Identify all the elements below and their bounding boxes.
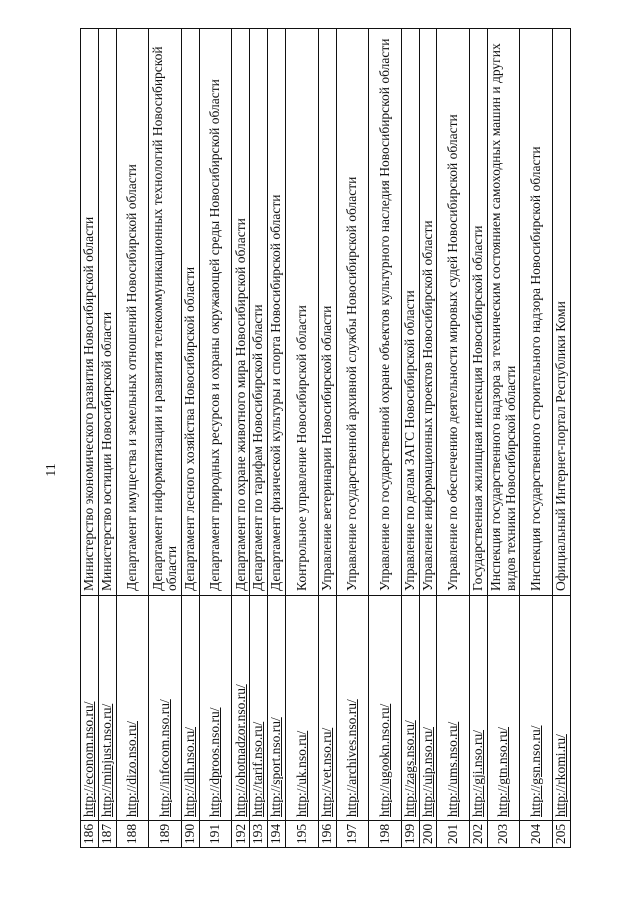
url-link[interactable]: http://dlh.nso.ru/ — [182, 726, 198, 817]
agency-name: Департамент лесного хозяйства Новосибирской области — [181, 29, 199, 596]
table-row — [116, 29, 149, 848]
table-row — [199, 29, 232, 848]
url-link[interactable]: http://uip.nso.ru/ — [419, 726, 435, 817]
agency-name: Департамент имущества и земельных отношений Новосибирской области — [116, 29, 149, 596]
row-number: 193 — [250, 821, 268, 848]
agency-name: Управление государственной архивной службы Новосибирской области — [336, 29, 369, 596]
table-row — [401, 29, 419, 848]
row-number: 197 — [336, 821, 369, 848]
table-row — [181, 29, 199, 848]
agency-name: Министерство юстиции Новосибирской области — [98, 29, 116, 596]
url-link[interactable]: http://uk.nso.ru/ — [293, 730, 309, 817]
table-row — [419, 29, 437, 848]
url-cell — [552, 596, 570, 821]
url-cell — [181, 596, 199, 821]
table-row — [268, 29, 286, 848]
table-row — [250, 29, 268, 848]
row-number: 202 — [469, 821, 487, 848]
url-cell — [232, 596, 250, 821]
row-number: 199 — [401, 821, 419, 848]
row-number: 195 — [286, 821, 319, 848]
url-cell — [369, 596, 402, 821]
url-link[interactable]: http://sport.nso.ru/ — [268, 717, 284, 817]
agency-name: Департамент по охране животного мира Новосибирской области — [232, 29, 250, 596]
row-number: 198 — [369, 821, 402, 848]
table-row — [286, 29, 319, 848]
url-link[interactable]: http://rkomi.ru/ — [553, 734, 569, 817]
row-number: 194 — [268, 821, 286, 848]
rotated-table-container — [80, 28, 570, 848]
url-link[interactable]: http://archives.nso.ru/ — [344, 699, 360, 817]
agency-name: Департамент физической культуры и спорта Новосибирской области — [268, 29, 286, 596]
url-cell — [116, 596, 149, 821]
table-row — [369, 29, 402, 848]
row-number: 200 — [419, 821, 437, 848]
table-row — [336, 29, 369, 848]
row-number: 191 — [199, 821, 232, 848]
agency-name: Инспекция государственного строительного надзора Новосибирской области — [520, 29, 553, 596]
url-cell — [286, 596, 319, 821]
url-cell — [268, 596, 286, 821]
url-cell — [81, 596, 99, 821]
sites-table — [80, 28, 571, 848]
url-cell — [149, 596, 182, 821]
row-number: 190 — [181, 821, 199, 848]
row-number: 204 — [520, 821, 553, 848]
url-cell — [98, 596, 116, 821]
table-row — [487, 29, 520, 848]
table-row — [520, 29, 553, 848]
sites-table-body — [81, 29, 571, 848]
url-link[interactable]: http://dproos.nso.ru/ — [207, 707, 223, 817]
row-number: 205 — [552, 821, 570, 848]
table-row — [149, 29, 182, 848]
table-row — [81, 29, 99, 848]
agency-name: Управление информационных проектов Новосибирской области — [419, 29, 437, 596]
url-cell — [469, 596, 487, 821]
url-cell — [437, 596, 470, 821]
row-number: 188 — [116, 821, 149, 848]
url-cell — [419, 596, 437, 821]
url-link[interactable]: http://vet.nso.ru/ — [318, 727, 334, 817]
agency-name: Управление ветеринарии Новосибирской области — [318, 29, 336, 596]
row-number: 196 — [318, 821, 336, 848]
row-number: 189 — [149, 821, 182, 848]
table-row — [437, 29, 470, 848]
agency-name: Контрольное управление Новосибирской области — [286, 29, 319, 596]
url-link[interactable]: http://infocom.nso.ru/ — [156, 699, 172, 817]
url-link[interactable]: http://tarif.nso.ru/ — [250, 721, 266, 817]
agency-name: Управление по обеспечению деятельности мировых судей Новосибирской области — [437, 29, 470, 596]
agency-name: Министерство экономического развития Новосибирской области — [81, 29, 99, 596]
url-link[interactable]: http://zags.nso.ru/ — [401, 720, 417, 817]
table-row — [232, 29, 250, 848]
url-cell — [318, 596, 336, 821]
agency-name: Государственная жилищная инспекция Новосибирской области — [469, 29, 487, 596]
table-row — [318, 29, 336, 848]
table-row — [469, 29, 487, 848]
url-cell — [199, 596, 232, 821]
url-link[interactable]: http://ums.nso.ru/ — [444, 721, 460, 817]
url-link[interactable]: http://econom.nso.ru/ — [81, 701, 97, 817]
url-link[interactable]: http://ugookn.nso.ru/ — [376, 703, 392, 817]
url-cell — [336, 596, 369, 821]
agency-name: Официальный Интернет-портал Республики Коми — [552, 29, 570, 596]
url-link[interactable]: http://minjust.nso.ru/ — [99, 703, 115, 817]
row-number: 186 — [81, 821, 99, 848]
url-cell — [250, 596, 268, 821]
agency-name: Департамент информатизации и развития телекоммуникационных технологий Новосибирской области — [149, 29, 182, 596]
url-cell — [520, 596, 553, 821]
url-cell — [401, 596, 419, 821]
row-number: 192 — [232, 821, 250, 848]
page-number: 11 — [44, 463, 59, 477]
table-row — [552, 29, 570, 848]
agency-name: Инспекция государственного надзора за техническим состоянием самоходных машин и других видов техники Новосибирской области — [487, 29, 520, 596]
table-row — [98, 29, 116, 848]
row-number: 201 — [437, 821, 470, 848]
agency-name: Департамент природных ресурсов и охраны окружающей среды Новосибирской области — [199, 29, 232, 596]
url-link[interactable]: http://gtn.nso.ru/ — [495, 726, 511, 817]
url-link[interactable]: http://gsn.nso.ru/ — [527, 725, 543, 817]
agency-name: Управление по делам ЗАГС Новосибирской области — [401, 29, 419, 596]
agency-name: Управление по государственной охране объектов культурного наследия Новосибирской области — [369, 29, 402, 596]
row-number: 187 — [98, 821, 116, 848]
row-number: 203 — [487, 821, 520, 848]
url-cell — [487, 596, 520, 821]
url-link[interactable]: http://ohotnadzor.nso.ru/ — [232, 684, 248, 817]
agency-name: Департамент по тарифам Новосибирской области — [250, 29, 268, 596]
url-link[interactable]: http://dizo.nso.ru/ — [124, 721, 140, 817]
url-link[interactable]: http://gji.nso.ru/ — [470, 729, 486, 817]
